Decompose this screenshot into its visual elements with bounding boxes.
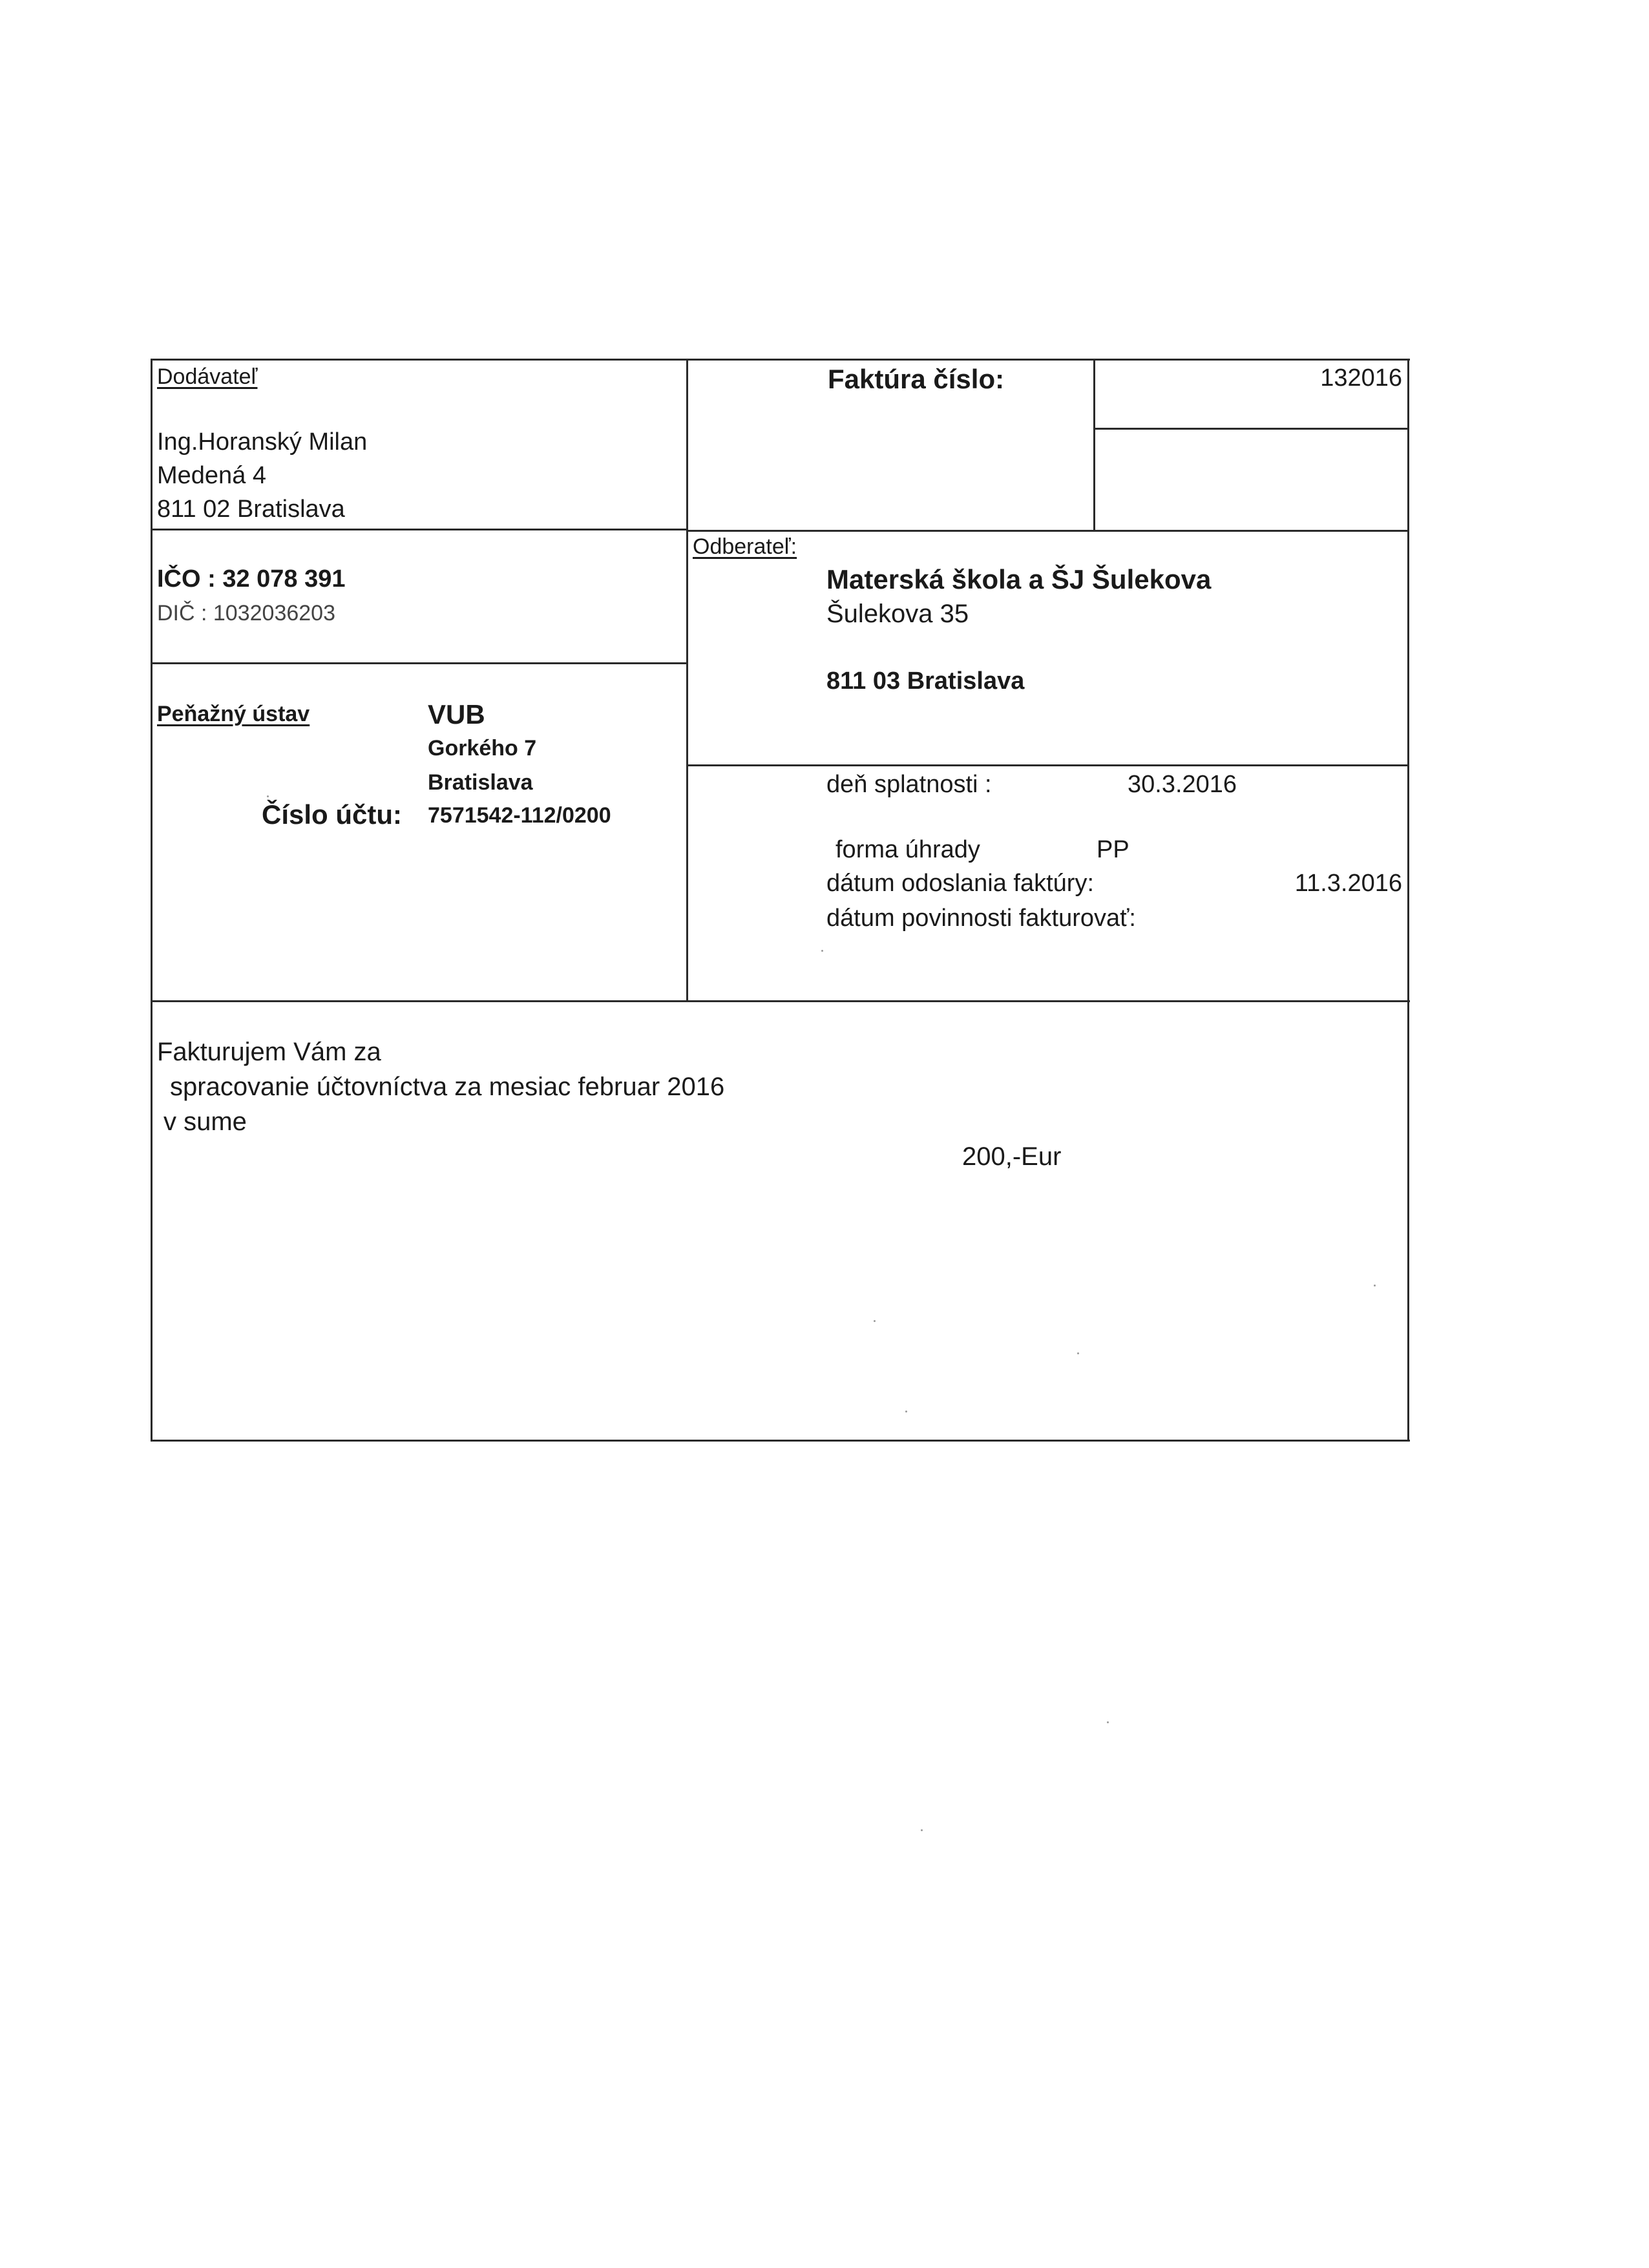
due-date-label: deň splatnosti : [826, 771, 992, 798]
supplier-address-separator [152, 529, 688, 530]
supplier-name: Ing.Horanský Milan [157, 428, 368, 456]
bank-label: Peňažný ústav [157, 702, 310, 726]
invoice-number-box-inner-line [1093, 428, 1409, 430]
taxable-date-label: dátum povinnosti fakturovať: [826, 905, 1136, 932]
payment-method-label: forma úhrady [835, 836, 980, 863]
sent-date-label: dátum odoslania faktúry: [826, 870, 1095, 897]
scan-speck [1374, 1285, 1376, 1286]
scan-speck [874, 1320, 876, 1322]
customer-top-separator [686, 530, 1409, 532]
due-date: 30.3.2016 [1128, 771, 1237, 798]
scan-speck [821, 950, 823, 952]
bank-city: Bratislava [428, 770, 533, 795]
scan-speck [267, 795, 269, 797]
supplier-label: Dodávateľ [157, 364, 258, 389]
supplier-dic: DIČ : 1032036203 [157, 601, 335, 625]
frame-divider-body [152, 1000, 1410, 1002]
customer-name: Materská škola a ŠJ Šulekova [826, 564, 1212, 594]
account-number: 7571542-112/0200 [428, 803, 611, 828]
supplier-street: Medená 4 [157, 462, 267, 489]
customer-city: 811 03 Bratislava [826, 667, 1025, 695]
frame-right-border [1407, 359, 1409, 1442]
frame-center-divider [686, 359, 688, 1002]
scan-speck [921, 1829, 923, 1831]
supplier-city: 811 02 Bratislava [157, 496, 345, 523]
body-amount: 200,-Eur [962, 1142, 1062, 1171]
bank-separator [152, 662, 688, 664]
scan-speck [905, 1411, 907, 1412]
scan-speck [1107, 1721, 1109, 1723]
invoice-number-label: Faktúra číslo: [828, 364, 1005, 394]
customer-label: Odberateľ: [693, 534, 797, 559]
payment-separator [686, 764, 1409, 766]
body-line-3: v sume [163, 1108, 247, 1136]
bank-name: VUB [428, 699, 485, 730]
payment-method: PP [1097, 836, 1129, 863]
supplier-ico: IČO : 32 078 391 [157, 565, 346, 593]
invoice-number-box-divider [1093, 359, 1095, 532]
bank-street: Gorkého 7 [428, 736, 537, 761]
frame-bottom-border [152, 1440, 1410, 1442]
frame-top-border [152, 359, 1410, 361]
account-label: Číslo účtu: [262, 799, 402, 830]
invoice-number: 132016 [1320, 364, 1402, 392]
body-line-1: Fakturujem Vám za [157, 1038, 381, 1066]
frame-left-border [151, 359, 152, 1442]
customer-street: Šulekova 35 [826, 600, 969, 628]
body-line-2: spracovanie účtovníctva za mesiac februar 2016 [170, 1073, 725, 1101]
scan-speck [1077, 1352, 1079, 1354]
sent-date: 11.3.2016 [1294, 870, 1402, 897]
